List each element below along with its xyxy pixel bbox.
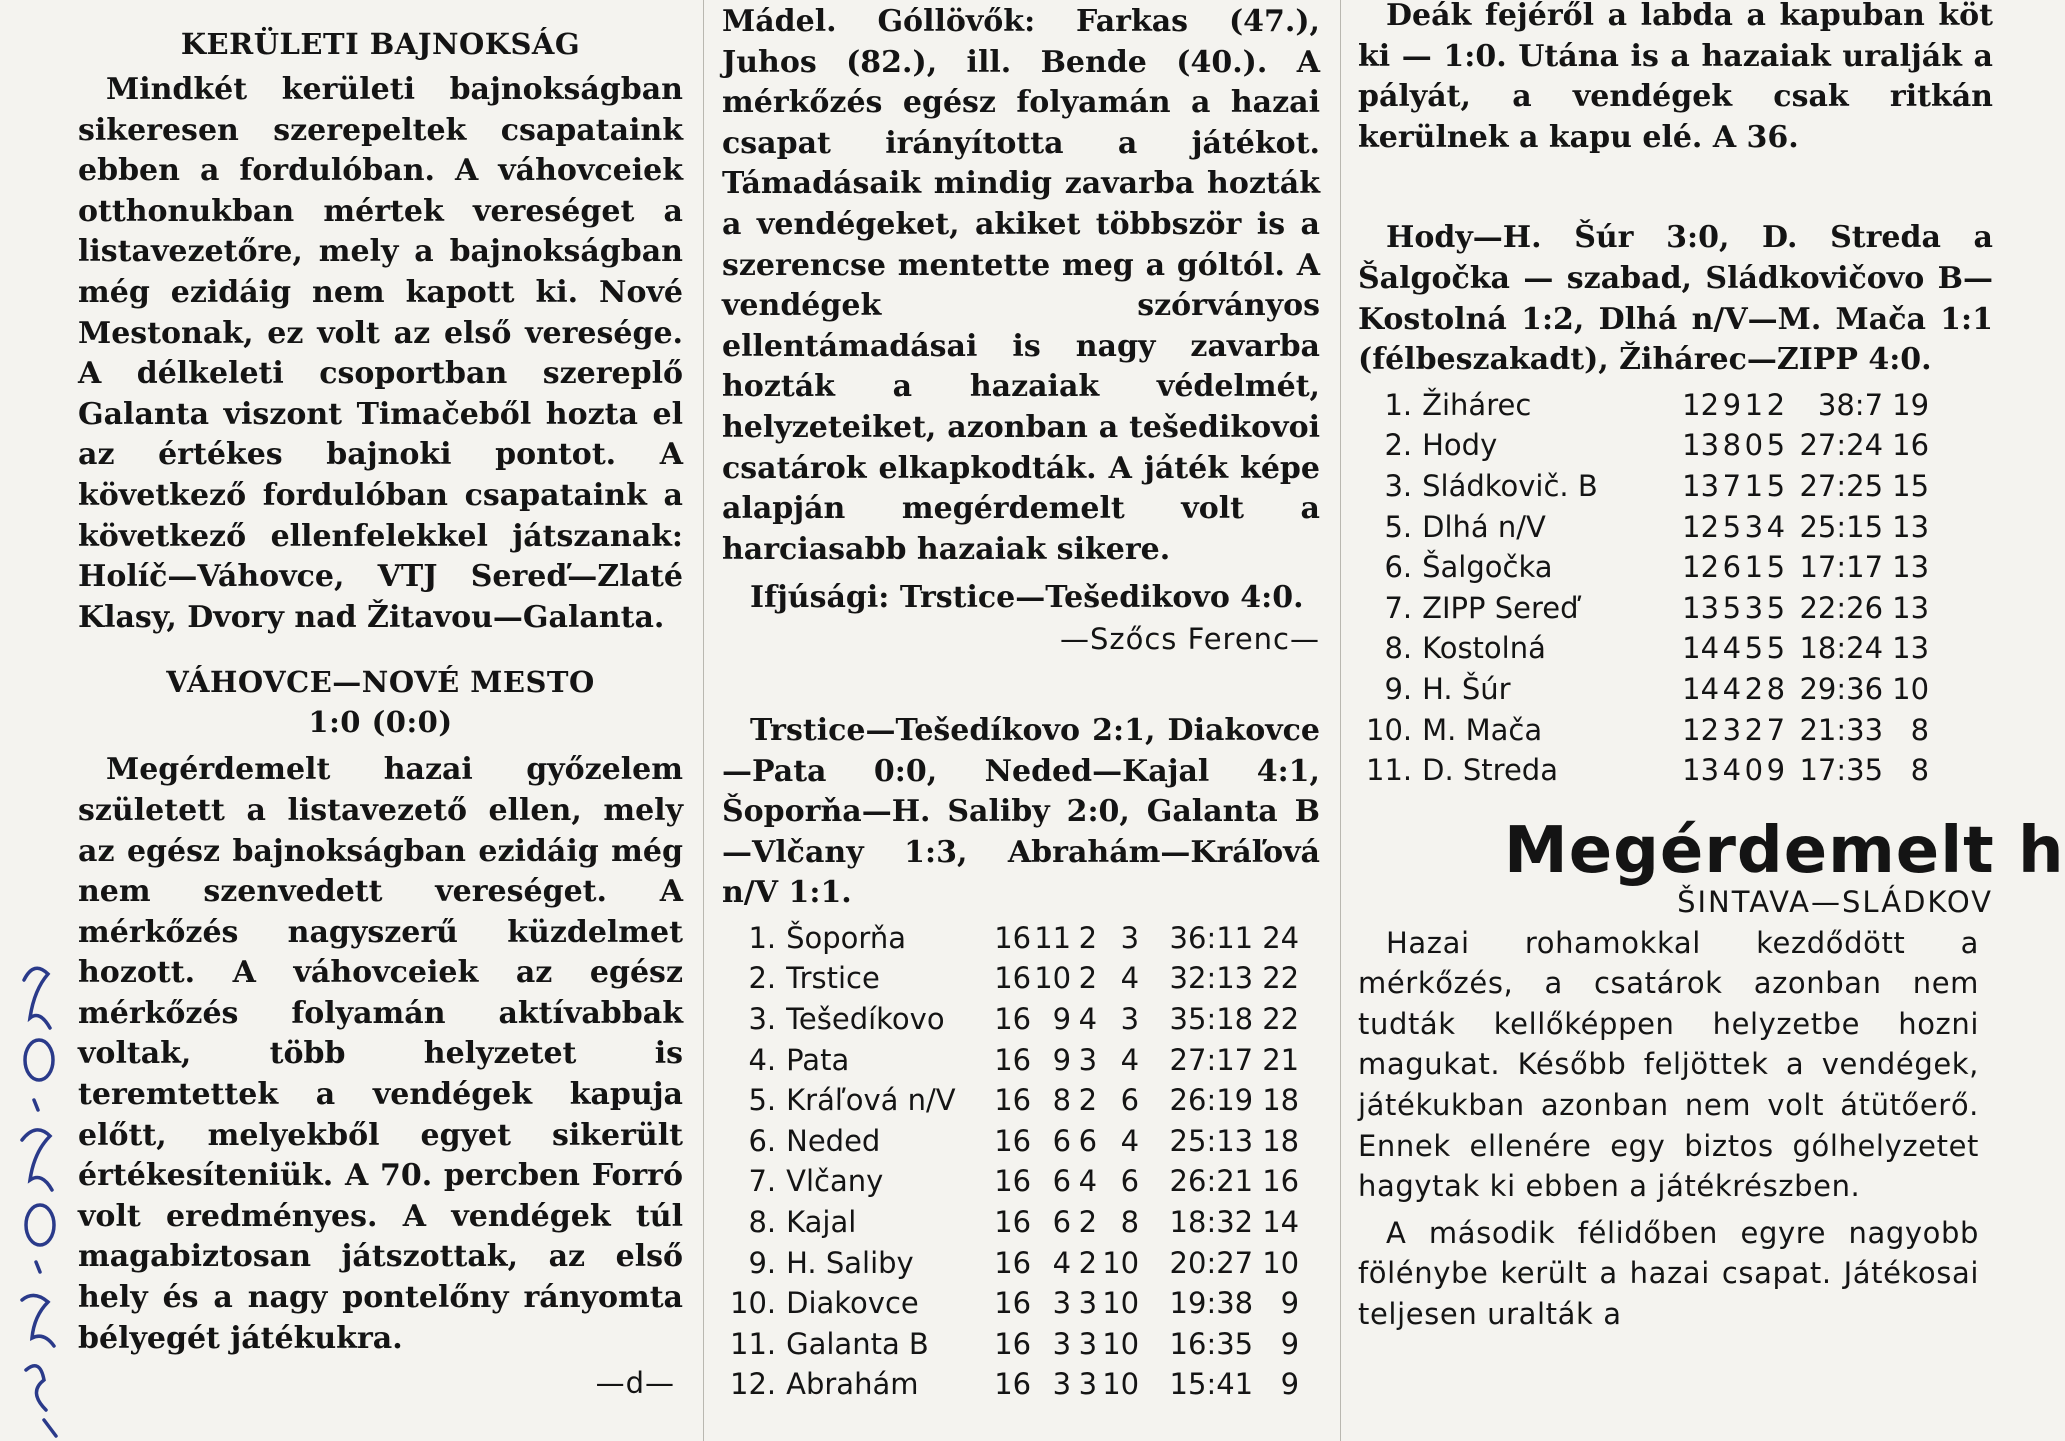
table-cell-l: 4 [1120, 1123, 1140, 1158]
table-cell-team: H. Saliby [786, 1245, 914, 1280]
table-cell-l: 2 [1766, 387, 1786, 422]
table-row [730, 1040, 1299, 1081]
table-cell-d: 1 [1744, 387, 1764, 422]
table-cell-pos: 9. [1384, 671, 1413, 706]
table-cell-team: Abrahám [786, 1367, 919, 1402]
article-paragraph: A második félidőben egyre nagyobb fölénybe került a hazai csapat. Játékosai teljesen uralták a [1358, 1215, 1979, 1332]
table-cell-pos: 3. [748, 1002, 777, 1037]
table-cell-team: M. Mača [1422, 712, 1543, 747]
table-cell-p: 16 [994, 961, 1032, 996]
table-row [730, 958, 1299, 999]
table-cell-pos: 8. [1384, 631, 1413, 666]
table-cell-pts: 9 [1280, 1286, 1300, 1321]
table-cell-w: 9 [1052, 1042, 1072, 1077]
table-cell-pos: 2. [748, 961, 777, 996]
table-cell-score: 26:19 [1169, 1083, 1254, 1118]
table-cell-l: 4 [1120, 1042, 1140, 1077]
table-cell-w: 5 [1722, 590, 1742, 625]
table-cell-pos: 11. [730, 1326, 777, 1361]
author-name: —Szőcs Ferenc— [1059, 621, 1320, 656]
table-cell-w: 6 [1052, 1205, 1072, 1240]
table-cell-l: 5 [1766, 550, 1786, 585]
table-cell-pos: 10. [730, 1286, 777, 1321]
table-cell-p: 16 [994, 1042, 1032, 1077]
table-cell-w: 6 [1722, 550, 1742, 585]
table-cell-l: 5 [1766, 468, 1786, 503]
table-cell-l: 4 [1120, 961, 1140, 996]
table-cell-score: 32:13 [1169, 961, 1254, 996]
table-cell-l: 3 [1120, 920, 1140, 955]
table-cell-team: Kráľová n/V [786, 1083, 956, 1118]
table-cell-team: Kajal [786, 1205, 857, 1240]
table-row [730, 1080, 1299, 1121]
table-cell-pts: 8 [1910, 712, 1930, 747]
table-cell-pos: 7. [748, 1164, 777, 1199]
table-cell-d: 2 [1744, 671, 1764, 706]
table-cell-d: 3 [1744, 509, 1764, 544]
table-cell-score: 17:35 [1799, 753, 1884, 788]
table-cell-l: 6 [1120, 1164, 1140, 1199]
table-row [730, 1364, 1299, 1405]
table-cell-score: 29:36 [1799, 671, 1884, 706]
table-cell-l: 10 [1102, 1367, 1140, 1402]
table-cell-score: 15:41 [1169, 1367, 1254, 1402]
table-cell-d: 2 [1078, 1083, 1098, 1118]
column-1 [78, 0, 683, 1441]
article-headline: Megérdemelt h [1504, 813, 2065, 888]
table-cell-score: 17:17 [1799, 550, 1884, 585]
table-cell-l: 5 [1766, 631, 1786, 666]
table-cell-pts: 19 [1892, 387, 1930, 422]
table-cell-w: 3 [1052, 1326, 1072, 1361]
table-cell-d: 0 [1744, 428, 1764, 463]
table-cell-w: 6 [1052, 1164, 1072, 1199]
article-paragraph: Hazai rohamokkal kezdődött a mérkőzés, a csatárok azonban nem tudták kellőképpen helyzetbe hozni magukat. Később feljöttek a vendégek, játékukban azonban nem volt átütőerő. Ennek ellenére egy biztos gólhelyzetet hagytak ki ebben a játékrészben. [1358, 925, 1979, 1204]
table-cell-p: 13 [1682, 753, 1720, 788]
table-cell-score: 27:25 [1799, 468, 1884, 503]
table-row [1366, 507, 1929, 548]
table-row [1366, 466, 1929, 507]
table-row [1366, 425, 1929, 466]
table-cell-team: D. Streda [1422, 753, 1558, 788]
article-paragraph: Deák fejéről a labda a kapuban köt ki — 1:0. Utána is a hazaiak uralják a pályát, a vendégek csak ritkán kerülnek a kapu elé. A 36. [1358, 0, 1993, 155]
table-cell-d: 3 [1744, 590, 1764, 625]
table-cell-d: 3 [1078, 1286, 1098, 1321]
table-cell-pos: 4. [748, 1042, 777, 1077]
table-cell-p: 16 [994, 1205, 1032, 1240]
table-cell-team: Dlhá n/V [1422, 509, 1546, 544]
table-row [730, 918, 1299, 959]
table-cell-p: 16 [994, 1002, 1032, 1037]
table-cell-pts: 8 [1910, 753, 1930, 788]
table-cell-l: 10 [1102, 1326, 1140, 1361]
column-divider [703, 0, 704, 1441]
table-cell-p: 14 [1682, 671, 1720, 706]
table-cell-w: 7 [1722, 468, 1742, 503]
table-cell-pts: 16 [1892, 428, 1930, 463]
table-cell-l: 8 [1766, 671, 1786, 706]
table-cell-team: Neded [786, 1123, 881, 1158]
table-cell-pos: 1. [1384, 387, 1413, 422]
table-cell-p: 16 [994, 1245, 1032, 1280]
table-cell-team: Pata [786, 1042, 850, 1077]
table-cell-w: 6 [1052, 1123, 1072, 1158]
table-cell-pos: 11. [1366, 753, 1413, 788]
table-cell-l: 5 [1766, 590, 1786, 625]
table-cell-team: Trstice [786, 961, 880, 996]
table-cell-p: 16 [994, 920, 1032, 955]
table-cell-team: Sládkovič. B [1422, 468, 1598, 503]
table-cell-pos: 5. [1384, 509, 1413, 544]
table-cell-w: 5 [1722, 509, 1742, 544]
table-cell-team: H. Šúr [1422, 671, 1511, 706]
table-cell-w: 4 [1722, 631, 1742, 666]
table-cell-l: 5 [1766, 428, 1786, 463]
table-cell-l: 8 [1120, 1205, 1140, 1240]
table-cell-score: 25:13 [1169, 1123, 1254, 1158]
table-cell-pos: 6. [748, 1123, 777, 1158]
table-row [1366, 385, 1929, 426]
table-cell-l: 3 [1120, 1002, 1140, 1037]
standings-table [1366, 385, 1929, 791]
table-cell-d: 2 [1078, 961, 1098, 996]
table-row [730, 1202, 1299, 1243]
table-cell-pos: 6. [1384, 550, 1413, 585]
table-cell-w: 9 [1052, 1002, 1072, 1037]
table-cell-w: 3 [1052, 1286, 1072, 1321]
standings-table [730, 918, 1299, 1405]
table-cell-pts: 15 [1892, 468, 1930, 503]
youth-result: Ifjúsági: Trstice—Tešedikovo 4:0. [750, 580, 1304, 616]
table-cell-l: 7 [1766, 712, 1786, 747]
table-cell-d: 4 [1078, 1002, 1098, 1037]
table-cell-pos: 5. [748, 1083, 777, 1118]
table-cell-score: 35:18 [1169, 1002, 1254, 1037]
table-cell-pos: 1. [748, 920, 777, 955]
table-cell-team: Šoporňa [786, 920, 906, 955]
table-cell-pts: 10 [1262, 1245, 1300, 1280]
article-paragraph: Mádel. Góllövők: Farkas (47.), Juhos (82.), ill. Bende (40.). A mérkőzés egész folyamán a hazai csapat irányította a játékot. Támadásaik mindig zavarba hozták a vendégeket, akiket többször is a szerencse mentette meg a góltól. A vendégek szórványos ellentámadásai is nagy zavarba hozták a hazaiak védelmét, helyzeteiket, azonban a tešedikovoi csatárok elkapkodták. A játék képe alapján megérdemelt volt a harciasabb hazaiak sikere. [722, 4, 1320, 567]
table-cell-w: 3 [1722, 712, 1742, 747]
table-row [1366, 710, 1929, 751]
table-cell-p: 12 [1682, 712, 1720, 747]
table-cell-d: 4 [1078, 1164, 1098, 1199]
table-cell-w: 11 [1034, 920, 1072, 955]
table-cell-l: 6 [1120, 1083, 1140, 1118]
table-cell-p: 16 [994, 1286, 1032, 1321]
table-cell-p: 13 [1682, 428, 1720, 463]
table-cell-d: 1 [1744, 468, 1764, 503]
table-cell-pts: 13 [1892, 631, 1930, 666]
table-cell-p: 16 [994, 1326, 1032, 1361]
table-cell-team: Tešedíkovo [786, 1002, 945, 1037]
table-cell-team: ZIPP Sereď [1422, 590, 1579, 625]
table-cell-w: 10 [1034, 961, 1072, 996]
table-cell-pts: 22 [1262, 961, 1300, 996]
table-cell-d: 5 [1744, 631, 1764, 666]
table-cell-p: 16 [994, 1367, 1032, 1402]
table-cell-pos: 12. [730, 1367, 777, 1402]
table-cell-pts: 21 [1262, 1042, 1300, 1077]
table-cell-d: 3 [1078, 1042, 1098, 1077]
table-cell-pts: 9 [1280, 1326, 1300, 1361]
round-results: Hody—H. Šúr 3:0, D. Streda a Šalgočka — szabad, Sládkovičovo B—Kostolná 1:2, Dlhá n/V—M. Mača 1:1 (félbeszakadt), Žihárec—ZIPP 4:0. [1358, 220, 1993, 378]
table-cell-team: Vlčany [786, 1164, 884, 1199]
table-cell-pts: 13 [1892, 550, 1930, 585]
table-cell-p: 16 [994, 1123, 1032, 1158]
table-cell-d: 2 [1744, 712, 1764, 747]
table-cell-p: 16 [994, 1164, 1032, 1199]
table-cell-w: 8 [1722, 428, 1742, 463]
table-cell-d: 0 [1744, 753, 1764, 788]
table-cell-w: 3 [1052, 1367, 1072, 1402]
table-cell-team: Kostolná [1422, 631, 1546, 666]
table-cell-pos: 9. [748, 1245, 777, 1280]
table-cell-l: 4 [1766, 509, 1786, 544]
column-divider [1340, 0, 1341, 1441]
match-heading-score: 1:0 (0:0) [308, 705, 453, 740]
table-cell-team: Diakovce [786, 1286, 919, 1321]
match-heading-teams: VÁHOVCE—NOVÉ MESTO [166, 665, 595, 700]
table-cell-score: 27:24 [1799, 428, 1884, 463]
table-cell-score: 18:32 [1169, 1205, 1254, 1240]
author-signature: —d— [595, 1366, 675, 1401]
table-cell-pts: 22 [1262, 1002, 1300, 1037]
table-cell-team: Žihárec [1422, 387, 1532, 422]
table-cell-score: 18:24 [1799, 631, 1884, 666]
table-cell-d: 2 [1078, 1205, 1098, 1240]
table-cell-d: 3 [1078, 1367, 1098, 1402]
table-cell-l: 10 [1102, 1286, 1140, 1321]
table-cell-p: 14 [1682, 631, 1720, 666]
table-cell-w: 4 [1052, 1245, 1072, 1280]
table-cell-team: Hody [1422, 428, 1498, 463]
table-row [730, 1121, 1299, 1162]
table-cell-pos: 8. [748, 1205, 777, 1240]
round-results: Trstice—Tešedíkovo 2:1, Diakovce—Pata 0:0, Neded—Kajal 4:1, Šoporňa—H. Saliby 2:0, Galanta B —Vlčany 1:3, Abrahám—Kráľová n/V 1:1. [722, 712, 1320, 911]
table-row [730, 1161, 1299, 1202]
table-cell-d: 6 [1078, 1123, 1098, 1158]
table-cell-pts: 24 [1262, 920, 1300, 955]
table-cell-pos: 3. [1384, 468, 1413, 503]
table-cell-p: 12 [1682, 387, 1720, 422]
table-cell-score: 27:17 [1169, 1042, 1254, 1077]
table-cell-score: 22:26 [1799, 590, 1884, 625]
match-heading [78, 662, 683, 742]
table-cell-p: 13 [1682, 590, 1720, 625]
section-heading-district-championship: KERÜLETI BAJNOKSÁG [180, 27, 581, 61]
table-cell-p: 13 [1682, 468, 1720, 503]
table-row [730, 1283, 1299, 1324]
table-cell-pts: 9 [1280, 1367, 1300, 1402]
table-cell-pts: 16 [1262, 1164, 1300, 1199]
table-cell-w: 9 [1722, 387, 1742, 422]
table-cell-d: 1 [1744, 550, 1764, 585]
table-row [1366, 669, 1929, 710]
table-cell-pts: 10 [1892, 671, 1930, 706]
article-subheading: ŠINTAVA—SLÁDKOV [1677, 884, 1993, 919]
table-cell-pos: 10. [1366, 712, 1413, 747]
table-cell-pts: 14 [1262, 1205, 1300, 1240]
table-cell-pts: 18 [1262, 1083, 1300, 1118]
table-row [1366, 547, 1929, 588]
table-cell-pts: 18 [1262, 1123, 1300, 1158]
table-cell-d: 2 [1078, 920, 1098, 955]
table-cell-l: 9 [1766, 753, 1786, 788]
handwritten-date [4, 940, 74, 1440]
table-cell-score: 21:33 [1799, 712, 1884, 747]
table-row [730, 1324, 1299, 1365]
article-paragraph: Mindkét kerületi bajnokságban sikeresen szerepeltek csapataink ebben a fordulóban. A váhovceiek otthonukban mértek vereséget a listavezetőre, mely a bajnokságban még ezidáig nem kapott ki. Nové Mestonak, ez volt az első veresége. A délkeleti csoportban szereplő Galanta viszont Timačeből hozta el az értékes bajnoki pontot. A következő fordulóban csapataink a következő ellenfelekkel játszanak: Holíč—Váhovce, VTJ Sereď—Zlaté Klasy, Dvory nad Žitavou—Galanta. [78, 72, 683, 635]
table-row [730, 1243, 1299, 1284]
article-paragraph: Megérdemelt hazai győzelem született a listavezető ellen, mely az egész bajnokságban ezidáig még nem szenvedett vereséget. A mérkőzés nagyszerű küzdelmet hozott. A váhovceiek az egész mérkőzés folyamán aktívabbak voltak, több helyzetet is teremtettek a vendégek kapuja előtt, melyekből egyet sikerült értékesíteniük. A 70. percben Forró volt eredményes. A vendégek túl magabiztosan játszottak, az első hely és a nagy pontelőny rányomta bélyegét játékukra. [78, 752, 683, 1356]
table-cell-team: Šalgočka [1422, 550, 1553, 585]
table-row [1366, 588, 1929, 629]
table-cell-score: 16:35 [1169, 1326, 1254, 1361]
table-cell-score: 25:15 [1799, 509, 1884, 544]
table-row [1366, 750, 1929, 791]
table-row [1366, 628, 1929, 669]
table-row [730, 999, 1299, 1040]
column-2 [722, 0, 1320, 1441]
table-cell-score: 36:11 [1169, 920, 1254, 955]
table-cell-score: 26:21 [1169, 1164, 1254, 1199]
column-3 [1358, 0, 2065, 1441]
table-cell-pts: 13 [1892, 509, 1930, 544]
table-cell-d: 2 [1078, 1245, 1098, 1280]
table-cell-team: Galanta B [786, 1326, 929, 1361]
table-cell-p: 12 [1682, 509, 1720, 544]
table-cell-w: 8 [1052, 1083, 1072, 1118]
table-cell-w: 4 [1722, 671, 1742, 706]
table-cell-p: 12 [1682, 550, 1720, 585]
table-cell-score: 19:38 [1169, 1286, 1254, 1321]
table-cell-l: 10 [1102, 1245, 1140, 1280]
table-cell-pts: 13 [1892, 590, 1930, 625]
table-cell-w: 4 [1722, 753, 1742, 788]
table-cell-score: 38:7 [1817, 387, 1884, 422]
table-cell-p: 16 [994, 1083, 1032, 1118]
table-cell-score: 20:27 [1169, 1245, 1254, 1280]
table-cell-pos: 7. [1384, 590, 1413, 625]
table-cell-d: 3 [1078, 1326, 1098, 1361]
table-cell-pos: 2. [1384, 428, 1413, 463]
